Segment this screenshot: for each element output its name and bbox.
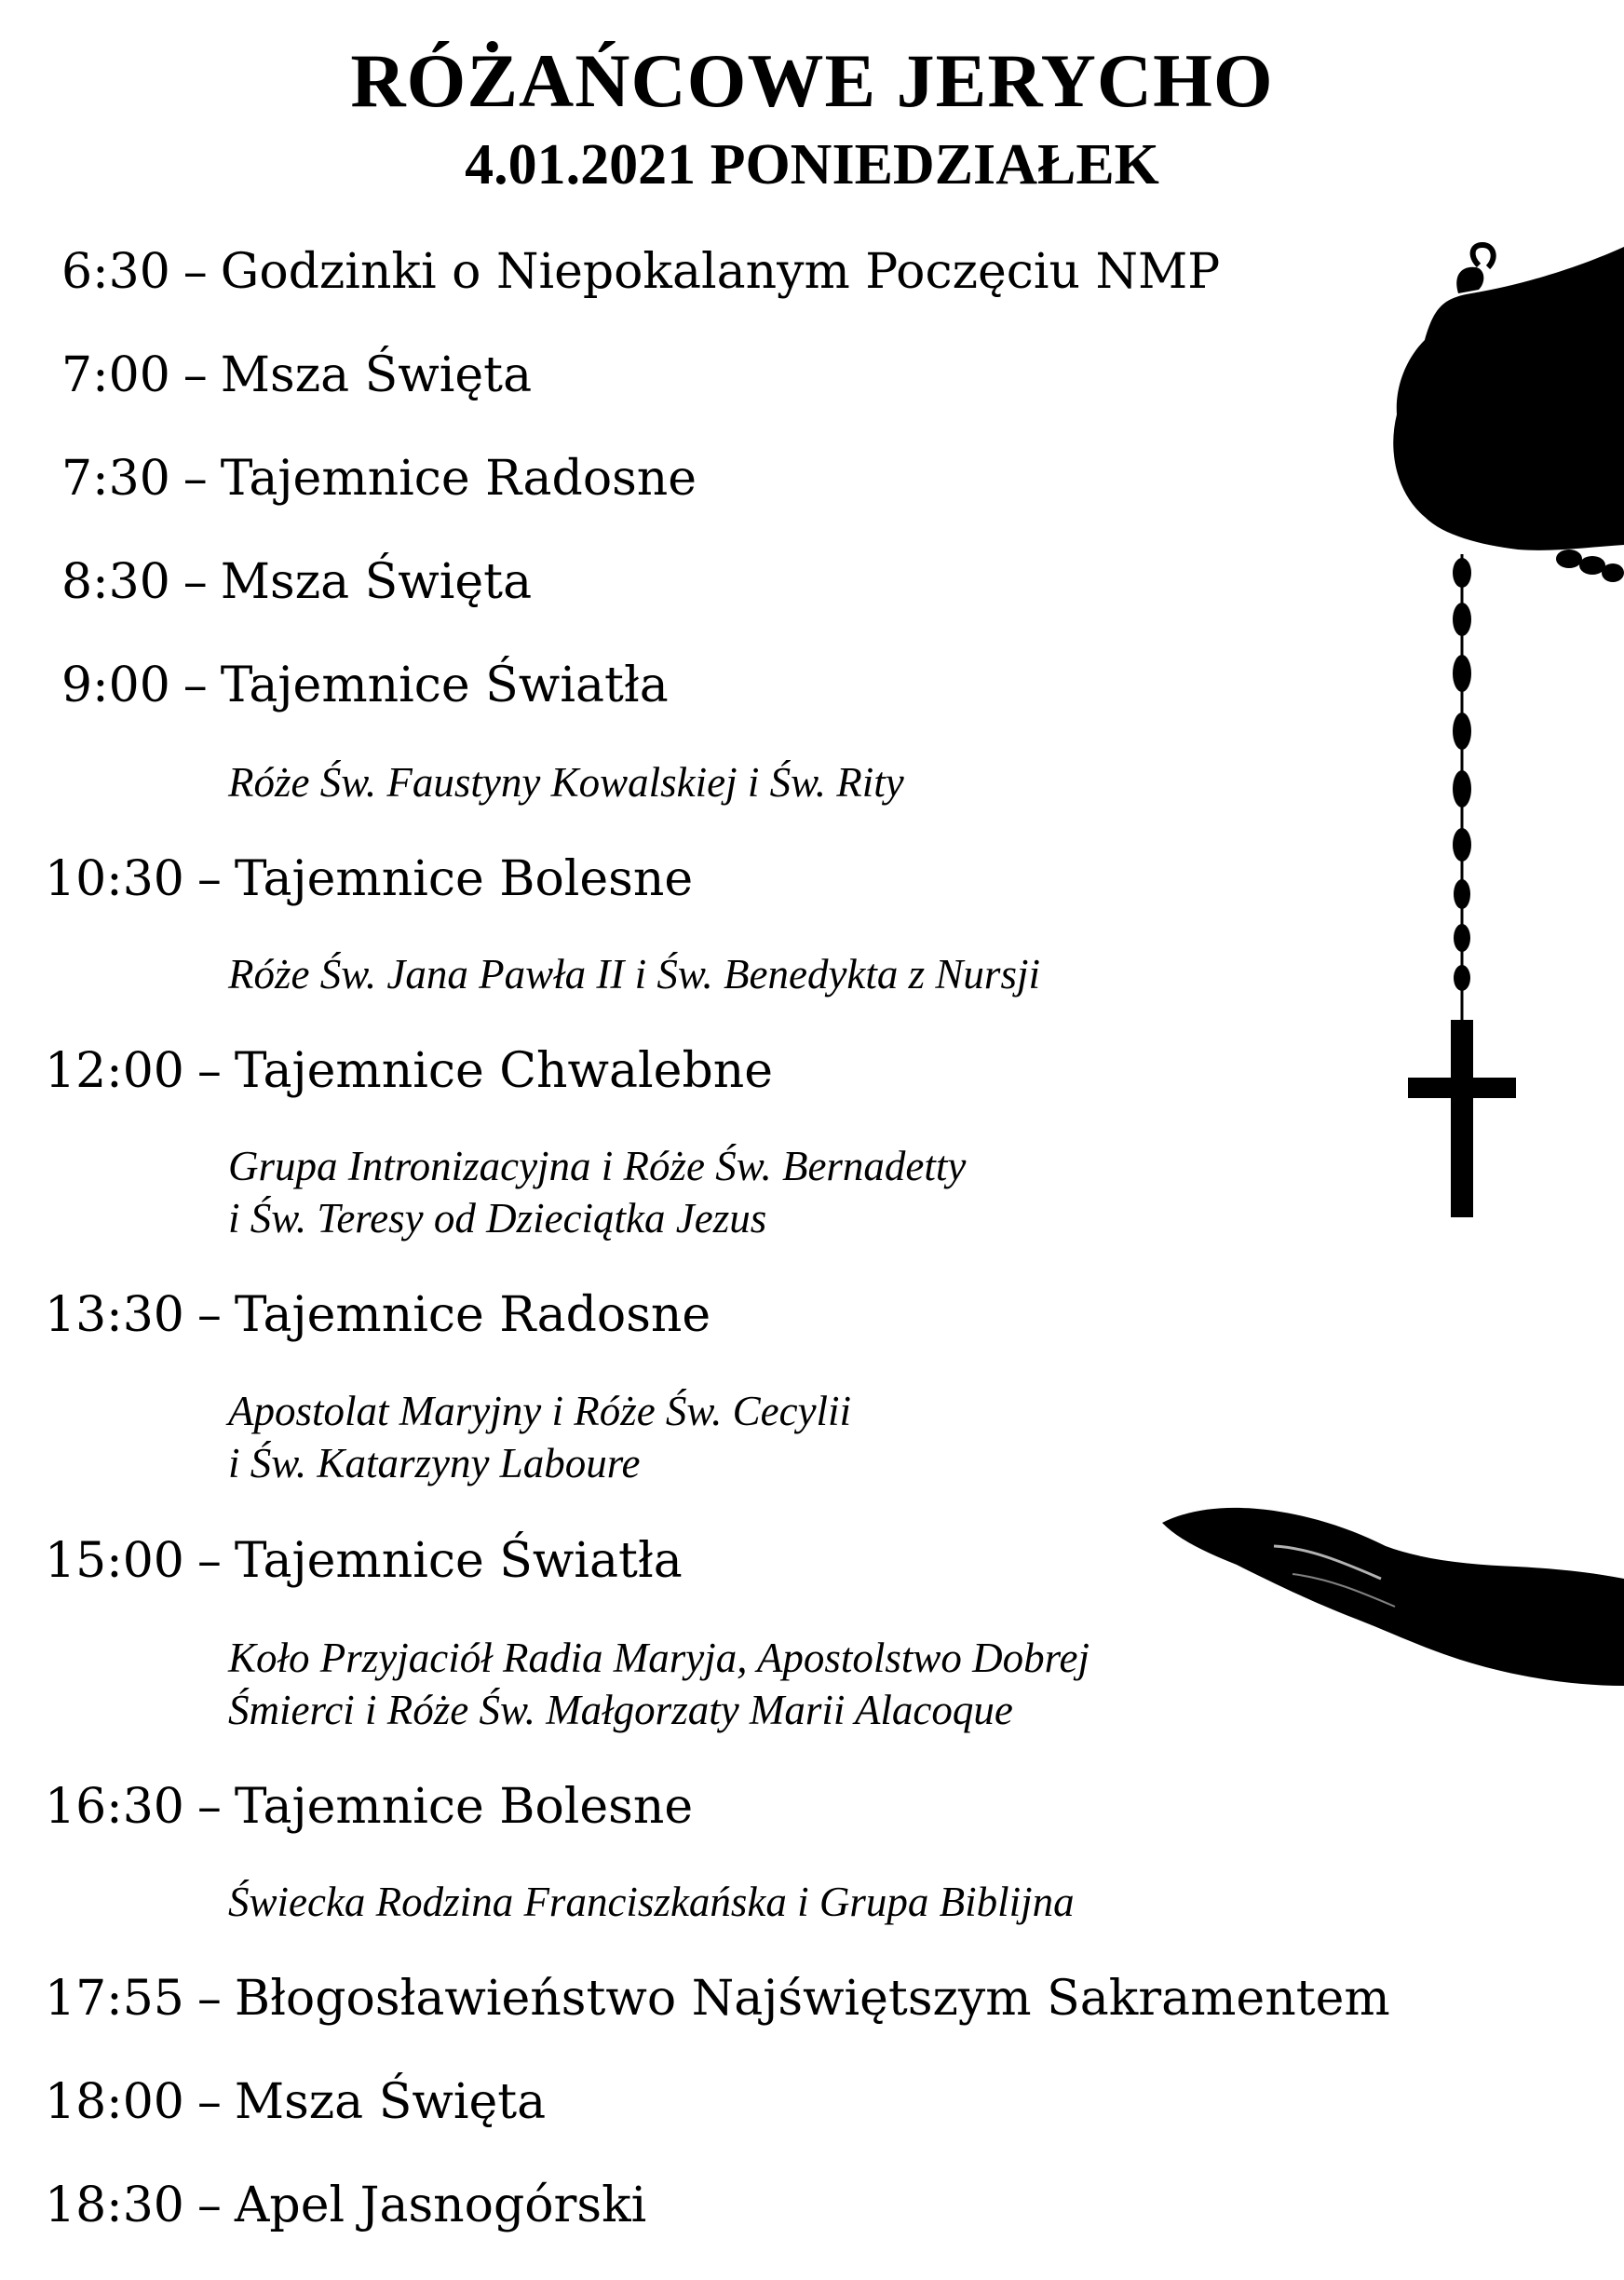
item-groups: [228, 948, 1040, 1000]
item-dash: –: [183, 658, 208, 713]
item-label: Msza Święta: [234, 2074, 547, 2130]
item-dash: –: [196, 1287, 222, 1343]
open-hand-icon: [1162, 1490, 1624, 1686]
item-label: Tajemnice Radosne: [234, 1287, 711, 1343]
item-label: Msza Święta: [220, 347, 533, 403]
item-groups: [228, 756, 904, 808]
item-time: 12:00: [45, 1043, 184, 1099]
item-dash: –: [196, 1533, 222, 1589]
page-subtitle: 4.01.2021 PONIEDZIAŁEK: [465, 133, 1159, 197]
schedule-item: [45, 1971, 1390, 2027]
item-label: Tajemnice Chwalebne: [234, 1043, 774, 1099]
item-dash: –: [183, 347, 208, 403]
page-title: RÓŻAŃCOWE JERYCHO: [350, 38, 1274, 123]
item-dash: –: [196, 1043, 222, 1099]
schedule-item: [45, 851, 693, 907]
hand-holding-rosary-icon: [1369, 238, 1624, 1262]
item-label: Tajemnice Światła: [234, 1533, 683, 1589]
item-time: 13:30: [45, 1287, 184, 1343]
item-time: 18:30: [45, 2178, 184, 2233]
group-line: Koło Przyjaciół Radia Maryja, Apostolstwo Dobrej: [228, 1635, 1089, 1681]
schedule-item: [61, 658, 669, 713]
item-label: Tajemnice Światła: [220, 658, 669, 713]
item-time: 9:00: [61, 658, 170, 713]
item-time: 7:30: [61, 451, 170, 507]
item-dash: –: [183, 244, 208, 300]
schedule-item: [45, 1287, 710, 1343]
schedule-item: [61, 347, 532, 403]
item-time: 15:00: [45, 1533, 184, 1589]
schedule-item: [45, 1779, 693, 1835]
item-label: Godzinki o Niepokalanym Poczęciu NMP: [220, 244, 1221, 300]
item-groups: [228, 1140, 966, 1244]
group-line: Apostolat Maryjny i Róże Św. Cecylii: [228, 1388, 852, 1434]
item-dash: –: [183, 451, 208, 507]
item-groups: [228, 1385, 851, 1489]
schedule-item: [45, 1533, 683, 1589]
item-dash: –: [196, 2178, 222, 2233]
schedule-item: [61, 451, 697, 507]
item-dash: –: [196, 2074, 222, 2130]
schedule-item: [45, 2074, 546, 2130]
item-dash: –: [183, 554, 208, 610]
schedule-item: [61, 554, 532, 610]
item-groups: [228, 1632, 1089, 1736]
group-line: Śmierci i Róże Św. Małgorzaty Marii Alacoque: [228, 1687, 1013, 1733]
schedule-item: [61, 244, 1220, 300]
item-dash: –: [196, 1779, 222, 1835]
group-line: Świecka Rodzina Franciszkańska i Grupa Biblijna: [228, 1879, 1075, 1925]
item-dash: –: [196, 1971, 222, 2027]
item-time: 18:00: [45, 2074, 184, 2130]
item-time: 16:30: [45, 1779, 184, 1835]
item-label: Tajemnice Bolesne: [234, 1779, 694, 1835]
item-time: 10:30: [45, 851, 184, 907]
item-time: 7:00: [61, 347, 170, 403]
item-time: 6:30: [61, 244, 170, 300]
item-label: Apel Jasnogórski: [234, 2178, 647, 2233]
group-line: i Św. Katarzyny Laboure: [228, 1440, 641, 1486]
item-groups: [228, 1876, 1075, 1928]
schedule-item: [45, 2178, 646, 2233]
item-time: 17:55: [45, 1971, 184, 2027]
item-label: Błogosławieństwo Najświętszym Sakramentem: [234, 1971, 1390, 2027]
item-label: Msza Święta: [220, 554, 533, 610]
item-dash: –: [196, 851, 222, 907]
group-line: Róże Św. Faustyny Kowalskiej i Św. Rity: [228, 759, 904, 806]
group-line: Grupa Intronizacyjna i Róże Św. Bernadetty: [228, 1143, 967, 1189]
item-label: Tajemnice Radosne: [220, 451, 697, 507]
schedule-item: [45, 1043, 773, 1099]
group-line: Róże Św. Jana Pawła II i Św. Benedykta z Nursji: [228, 951, 1040, 998]
item-time: 8:30: [61, 554, 170, 610]
item-label: Tajemnice Bolesne: [234, 851, 694, 907]
group-line: i Św. Teresy od Dzieciątka Jezus: [228, 1195, 767, 1242]
